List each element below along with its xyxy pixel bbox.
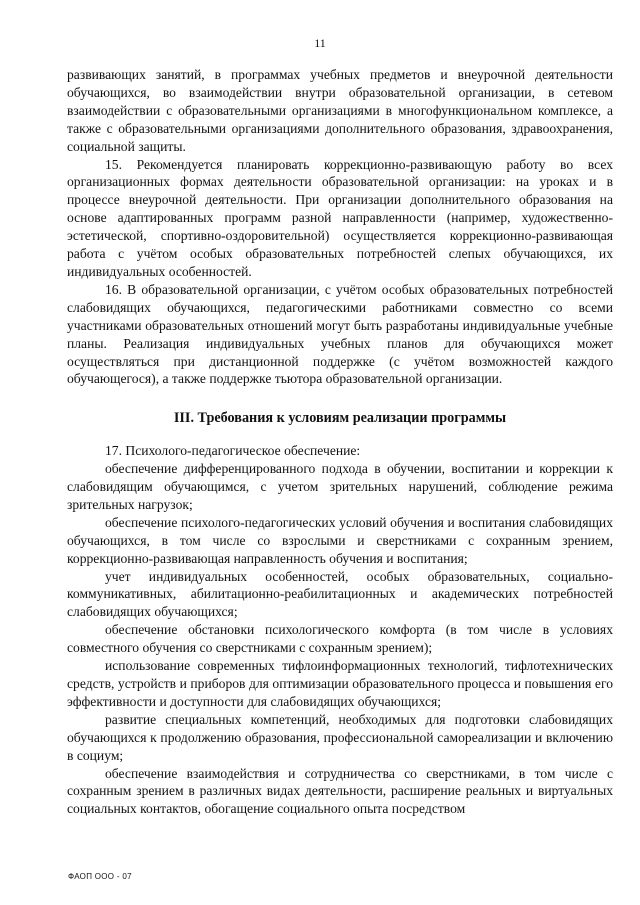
list-item: использование современных тифлоинформационных технологий, тифлотехнических средств, устройств и приборов для оптимизации образовательного процесса и повышения его эффективности и доступности для слабовидящих обучающихся; [67,658,613,709]
list-item: развитие специальных компетенций, необходимых для подготовки слабовидящих обучающихся к продолжению образования, профессиональной самореализации и включению в социум; [67,711,613,763]
page-number: 11 [314,36,326,50]
list-item: обеспечение дифференцированного подхода в обучении, воспитании и коррекции к слабовидящим обучающимся, с учетом зрительных нарушений, соблюдение режима зрительных нагрузок; [67,461,613,512]
list-item: обеспечение обстановки психологического комфорта (в том числе в условиях совместного обучения со сверстниками с сохранным зрением); [67,622,613,656]
page-footer: ФАОП ООО - 07 [68,872,132,881]
paragraph-intro: развивающих занятий, в программах учебных предметов и внеурочной деятельности обучающихся, во взаимодействии внутри образовательной организации, в сетевом взаимодействии с образовательными организациями в многофункциональном комплексе, а также с образовательными организациями дополнительного образования, здравоохранения, социальной защиты. [67,67,613,154]
document-body [67,66,613,818]
paragraph-16: 16. В образовательной организации, с учётом особых образовательных потребностей слабовидящих обучающихся, педагогическими работниками совместно со всеми участниками образовательных отношений могут быть разработаны индивидуальные учебные планы. Реализация индивидуальных учебных планов для обучающихся может осуществляться при дистанционной поддержке (с учётом возможностей каждого обучающегося), а также поддержке тьютора образовательной организации. [67,281,613,387]
list-item: обеспечение психолого-педагогических условий обучения и воспитания слабовидящих обучающихся, в том числе со взрослыми и сверстниками с сохранным зрением, коррекционно-развивающая направленность обучения и воспитания; [67,514,613,566]
list-item: учет индивидуальных особенностей, особых образовательных, социально-коммуникативных, абилитационно-реабилитационных и академических потребностей слабовидящих обучающихся; [67,568,613,620]
list-item: обеспечение взаимодействия и сотрудничества со сверстниками, в том числе с сохранным зрением в различных видах деятельности, расширение реальных и виртуальных социальных контактов, обогащение социального опыта посредством [67,765,613,817]
paragraph-17: 17. Психолого-педагогическое обеспечение: [105,443,361,459]
paragraph-15: 15. Рекомендуется планировать коррекционно-развивающую работу во всех организационных формах деятельности образовательной организации: на уроках и в процессе внеурочной деятельности. При организации дополнительного образования на основе адаптированных программ разной направленности (например, художественно-эстетической, спортивно-оздоровительной) осуществляется коррекционно-развивающая работа с учётом особых образовательных потребностей слепых обучающихся, их индивидуальных особенностей. [67,156,613,279]
section-heading: III. Требования к условиям реализации программы [173,410,507,427]
